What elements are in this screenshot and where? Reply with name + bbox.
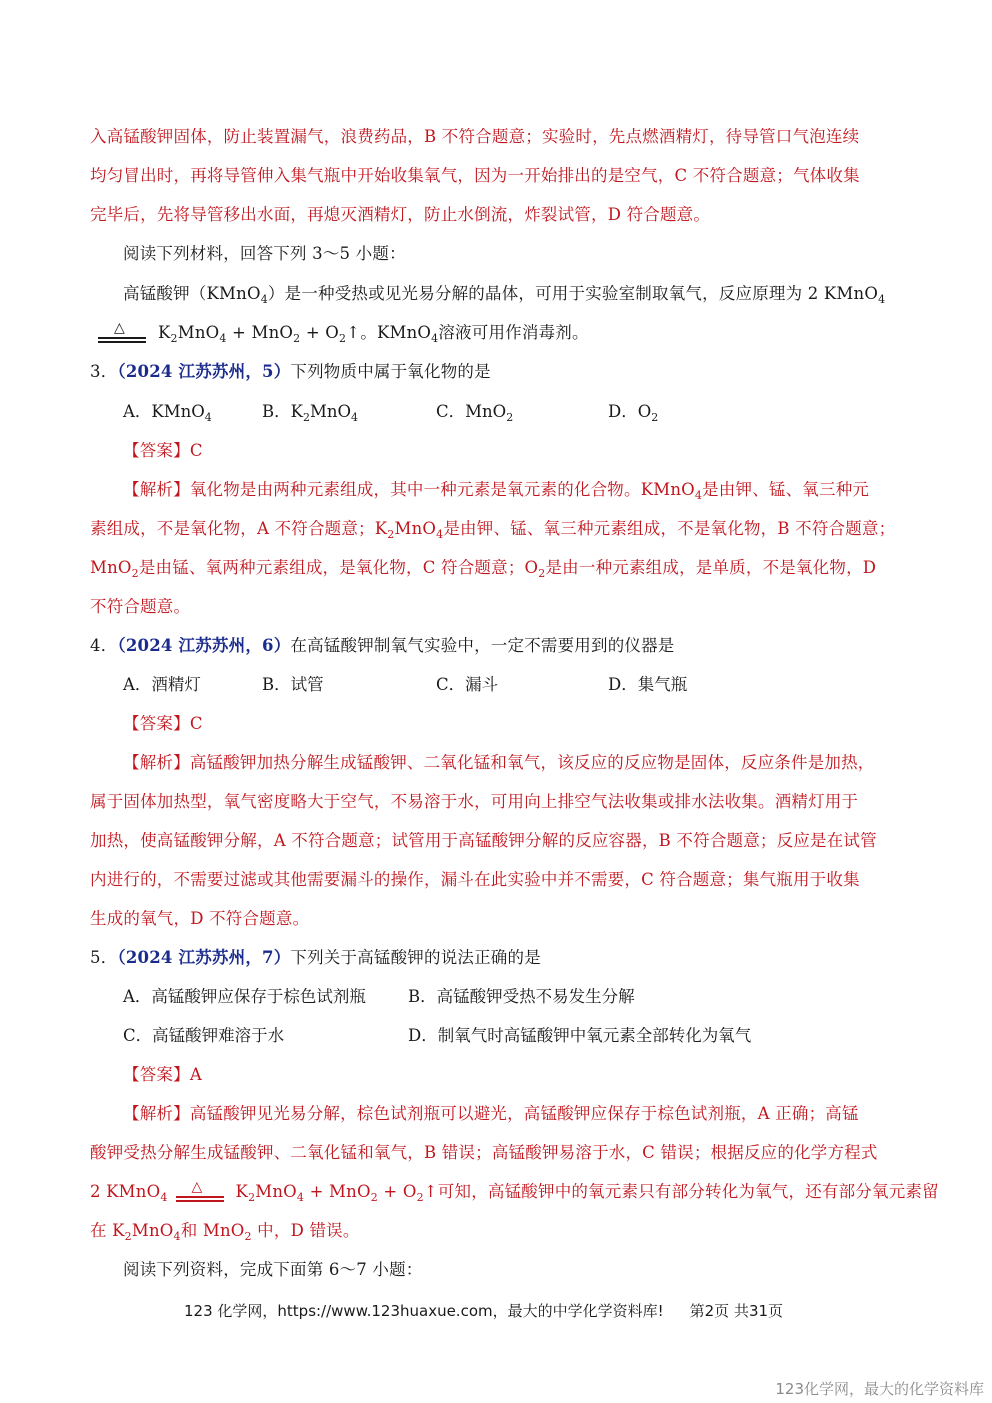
subscript: 4	[296, 1191, 305, 1204]
q3-analysis-line-2	[90, 518, 895, 540]
option-text: A．KMnO	[123, 402, 205, 421]
formula-part: + MnO	[304, 1182, 371, 1201]
q5-answer	[123, 1064, 202, 1086]
subscript: 4	[694, 489, 703, 502]
analysis-text: 高锰酸钾加热分解生成锰酸钾、二氧化锰和氧气，该反应的反应物是固体，反应条件是加热，	[189, 753, 875, 772]
formula-part: + MnO	[226, 323, 294, 342]
analysis-text: 氧化物是由两种元素组成，其中一种元素是氧元素的化合物。KMnO	[189, 480, 695, 499]
analysis-text: 素组成，不是氧化物，A 不符合题意；K	[90, 519, 388, 538]
formula-part: MnO	[255, 1182, 297, 1201]
q5-option-d: D．制氧气时高锰酸钾中氧元素全部转化为氧气	[408, 1026, 752, 1045]
analysis-text: 高锰酸钾见光易分解，棕色试剂瓶可以避光，高锰酸钾应保存于棕色试剂瓶，A 正确；高锰	[189, 1104, 859, 1123]
question-text: 在高锰酸钾制氧气实验中，一定不需要用到的仪器是	[290, 636, 675, 655]
q4-analysis-line-2: 属于固体加热型，氧气密度略大于空气，不易溶于水，可用向上排空气法收集或排水法收集。酒精灯用于	[90, 792, 859, 811]
material-text-1: 高锰酸钾（KMnO	[123, 284, 261, 303]
answer-value: C	[189, 441, 203, 460]
prev-analysis-line-2: 均匀冒出时，再将导管伸入集气瓶中开始收集氧气，因为一开始排出的是空气，C 不符合题意；气体收集	[90, 166, 860, 185]
subscript: 2	[339, 332, 347, 345]
analysis-text: 是由锰、氧两种元素组成，是氧化物，C 符合题意；O	[138, 558, 539, 577]
answer-label: 【答案】	[123, 1065, 190, 1084]
q5-analysis-line-3	[90, 1178, 939, 1204]
question-4-stem	[90, 635, 675, 657]
q3-analysis-line-4: 不符合题意。	[90, 597, 191, 616]
subscript: 2	[293, 332, 301, 345]
subscript: 2	[538, 567, 546, 580]
subscript: 4	[173, 1230, 181, 1243]
material-intro: 阅读下列材料，回答下列 3～5 小题：	[123, 244, 406, 263]
next-material-intro: 阅读下列资料，完成下面第 6～7 小题：	[123, 1260, 423, 1279]
heating-condition-symbol	[98, 319, 148, 345]
answer-value: A	[189, 1065, 202, 1084]
analysis-text: 和 MnO	[180, 1221, 245, 1240]
subscript: 4	[351, 411, 359, 424]
question-5-stem	[90, 947, 541, 969]
analysis-text: MnO	[131, 1221, 174, 1240]
formula-part: K	[235, 1182, 249, 1201]
q5-analysis-line-2: 酸钾受热分解生成锰酸钾、二氧化锰和氧气，B 错误；高锰酸钾易溶于水，C 错误；根据反应的化学方程式	[90, 1143, 878, 1162]
delta-icon: △	[191, 1178, 203, 1195]
subscript: 2	[370, 1191, 378, 1204]
analysis-label: 【解析】	[123, 753, 190, 772]
question-text: 下列物质中属于氧化物的是	[290, 362, 491, 381]
analysis-text: 是由一种元素组成，是单质，不是氧化物，D	[545, 558, 877, 577]
subscript: 2	[416, 1191, 424, 1204]
subscript: 2	[170, 332, 178, 345]
subscript: 2	[506, 411, 514, 424]
prev-analysis-line-1: 入高锰酸钾固体，防止装置漏气，浪费药品，B 不符合题意；实验时，先点燃酒精灯，待导管口气泡连续	[90, 127, 860, 146]
q4-analysis-line-5: 生成的氧气，D 不符合题意。	[90, 909, 310, 928]
material-text-3: 。KMnO	[360, 323, 432, 342]
page-footer	[184, 1300, 783, 1321]
heating-condition-symbol	[176, 1178, 226, 1204]
formula-part: MnO	[177, 323, 220, 342]
q4-analysis-line-4: 内进行的，不需要过滤或其他需要漏斗的操作，漏斗在此实验中并不需要，C 符合题意；集气瓶用于收集	[90, 870, 860, 889]
analysis-text: 可知，高锰酸钾中的氧元素只有部分转化为氧气，还有部分氧元素留	[437, 1182, 939, 1201]
delta-icon: △	[114, 319, 125, 336]
subscript: 4	[878, 293, 886, 306]
analysis-text: 是由钾、锰、氧三种元素组成，不是氧化物，B 不符合题意；	[443, 519, 896, 538]
subscript: 4	[431, 332, 439, 345]
analysis-text: 是由钾、锰、氧三种元	[702, 480, 870, 499]
subscript: 4	[219, 332, 227, 345]
q3-option-c	[436, 401, 513, 423]
material-text-2: ）是一种受热或见光易分解的晶体，可用于实验室制取氧气，反应原理为 2 KMnO	[267, 284, 879, 303]
formula-part: 2 KMnO	[90, 1182, 161, 1201]
answer-label: 【答案】	[123, 714, 190, 733]
question-3-stem	[90, 361, 491, 383]
q5-option-b: B．高锰酸钾受热不易发生分解	[408, 987, 635, 1006]
gas-arrow-icon: ↑	[346, 323, 361, 342]
subscript: 2	[131, 567, 139, 580]
q3-option-d	[608, 401, 658, 423]
question-number: 3．	[90, 362, 118, 381]
option-text: C．MnO	[436, 402, 507, 421]
q4-option-a: A．酒精灯	[123, 675, 201, 694]
option-text: MnO	[309, 402, 352, 421]
q5-option-a: A．高锰酸钾应保存于棕色试剂瓶	[123, 987, 366, 1006]
subscript: 2	[302, 411, 310, 424]
q4-option-b: B．试管	[262, 675, 324, 694]
material-paragraph-line-2	[90, 319, 589, 345]
prev-analysis-line-3: 完毕后，先将导管移出水面，再熄灭酒精灯，防止水倒流，炸裂试管，D 符合题意。	[90, 205, 711, 224]
q3-analysis-line-3	[90, 557, 876, 579]
material-paragraph-line-1	[123, 283, 885, 305]
q4-analysis-line-1	[123, 752, 875, 774]
analysis-text: 中，D 错误。	[251, 1221, 360, 1240]
q3-option-a	[123, 401, 212, 423]
q3-option-b	[262, 401, 358, 423]
subscript: 4	[260, 293, 268, 306]
subscript: 2	[651, 411, 659, 424]
subscript: 4	[204, 411, 212, 424]
question-source: （2024 江苏苏州，6）	[117, 636, 291, 655]
analysis-text: MnO	[394, 519, 437, 538]
q4-analysis-line-3: 加热，使高锰酸钾分解，A 不符合题意；试管用于高锰酸钾分解的反应容器，B 不符合题意；反应是在试管	[90, 831, 877, 850]
subscript: 2	[244, 1230, 252, 1243]
q5-analysis-line-4	[90, 1220, 360, 1242]
gas-arrow-icon: ↑	[423, 1182, 438, 1201]
option-text: D．O	[608, 402, 652, 421]
question-source: （2024 江苏苏州，7）	[117, 948, 291, 967]
q4-option-c: C．漏斗	[436, 675, 499, 694]
q5-option-c: C．高锰酸钾难溶于水	[123, 1026, 285, 1045]
analysis-label: 【解析】	[123, 1104, 190, 1123]
q3-analysis-line-1	[123, 479, 869, 501]
formula-part: K	[158, 323, 171, 342]
subscript: 2	[124, 1230, 132, 1243]
watermark: 123化学网，最大的化学资料库	[775, 1380, 984, 1398]
q4-option-d: D．集气瓶	[608, 675, 688, 694]
formula-part: + O	[300, 323, 340, 342]
analysis-text: MnO	[90, 558, 132, 577]
footer-site-text: 123 化学网，https://www.123huaxue.com，最大的中学化学资料库!	[184, 1302, 664, 1320]
analysis-label: 【解析】	[123, 480, 190, 499]
subscript: 4	[436, 528, 444, 541]
subscript: 2	[387, 528, 395, 541]
q4-answer	[123, 713, 203, 735]
question-text: 下列关于高锰酸钾的说法正确的是	[290, 948, 541, 967]
question-source: （2024 江苏苏州，5）	[117, 362, 291, 381]
answer-label: 【答案】	[123, 441, 190, 460]
q5-analysis-line-1	[123, 1103, 859, 1125]
question-number: 5．	[90, 948, 118, 967]
footer-page-info: 第2页 共31页	[689, 1302, 784, 1320]
subscript: 2	[248, 1191, 256, 1204]
analysis-text: 在 K	[90, 1221, 125, 1240]
question-number: 4．	[90, 636, 118, 655]
subscript: 4	[160, 1191, 168, 1204]
q3-answer	[123, 440, 203, 462]
option-text: B．K	[262, 402, 303, 421]
formula-part: + O	[377, 1182, 417, 1201]
answer-value: C	[189, 714, 203, 733]
material-text-4: 溶液可用作消毒剂。	[438, 323, 589, 342]
